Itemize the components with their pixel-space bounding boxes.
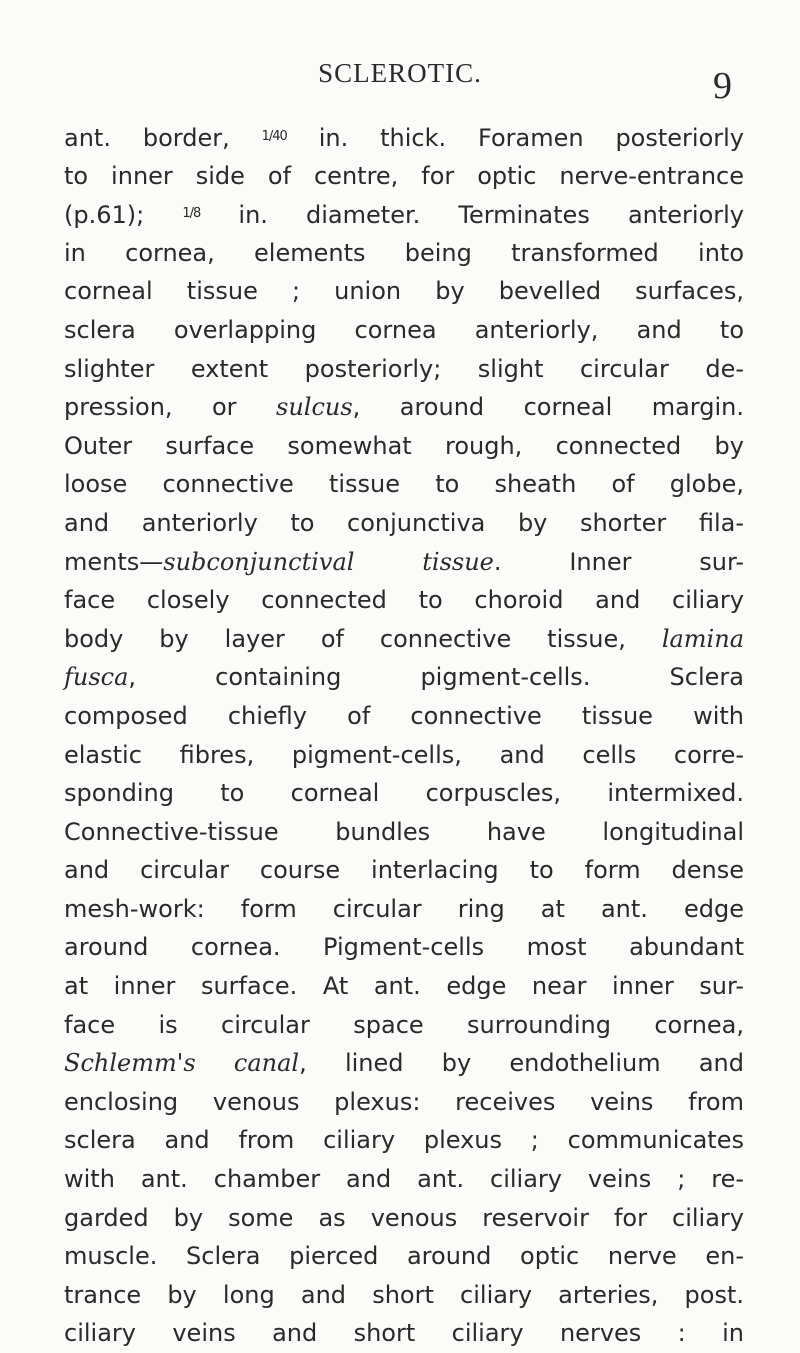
body-text <box>64 118 744 1353</box>
text-line: sclera overlapping cornea anteriorly, and to <box>64 315 744 344</box>
text-line: and anteriorly to conjunctiva by shorter fila- <box>64 508 744 537</box>
text-line: to inner side of centre, for optic nerve-entrance <box>64 161 744 190</box>
text-line: Outer surface somewhat rough, connected by <box>64 431 744 460</box>
page-number: 9 <box>713 65 732 107</box>
text-line: composed chiefly of connective tissue with <box>64 701 744 730</box>
text-line: sclera and from ciliary plexus ; communicates <box>64 1126 744 1155</box>
text-line: elastic fibres, pigment-cells, and cells corre- <box>64 740 744 769</box>
text-line: (p.61); $^{1/8}$ in. diameter. Terminates anteriorly <box>64 201 744 230</box>
text-line: sponding to corneal corpuscles, intermixed. <box>64 779 744 808</box>
text-line: trance by long and short ciliary arteries, post. <box>64 1280 744 1309</box>
text-line: garded by some as venous reservoir for ciliary <box>64 1203 744 1232</box>
text-line: fusca, containing pigment-cells. Sclera <box>64 663 744 692</box>
text-line: ciliary veins and short ciliary nerves : in <box>64 1319 744 1348</box>
text-line: Connective-tissue bundles have longitudinal <box>64 817 744 846</box>
text-line: enclosing venous plexus: receives veins from <box>64 1087 744 1116</box>
text-line: corneal tissue ; union by bevelled surfaces, <box>64 277 744 306</box>
chapter-title: SCLEROTIC. <box>318 58 482 88</box>
text-line: ments—subconjunctival tissue. Inner sur- <box>64 547 744 576</box>
text-line: face closely connected to choroid and ciliary <box>64 586 744 615</box>
text-line: with ant. chamber and ant. ciliary veins ; re- <box>64 1165 744 1194</box>
text-line: face is circular space surrounding cornea, <box>64 1010 744 1039</box>
text-line: body by layer of connective tissue, lamina <box>64 624 744 653</box>
running-header <box>0 58 800 107</box>
text-line: slighter extent posteriorly; slight circular de- <box>64 354 744 383</box>
text-line: muscle. Sclera pierced around optic nerve en- <box>64 1242 744 1271</box>
text-line: around cornea. Pigment-cells most abundant <box>64 933 744 962</box>
text-line: in cornea, elements being transformed into <box>64 238 744 267</box>
text-line: loose connective tissue to sheath of globe, <box>64 470 744 499</box>
text-line: Schlemm's canal, lined by endothelium and <box>64 1049 744 1078</box>
text-line: and circular course interlacing to form dense <box>64 856 744 885</box>
text-line: mesh-work: form circular ring at ant. edge <box>64 894 744 923</box>
text-line: ant. border, $^{1/40}$ in. thick. Foramen posteriorly <box>64 124 745 152</box>
text-line: at inner surface. At ant. edge near inner sur- <box>64 972 744 1001</box>
text-line: pression, or sulcus, around corneal margin. <box>64 393 744 422</box>
